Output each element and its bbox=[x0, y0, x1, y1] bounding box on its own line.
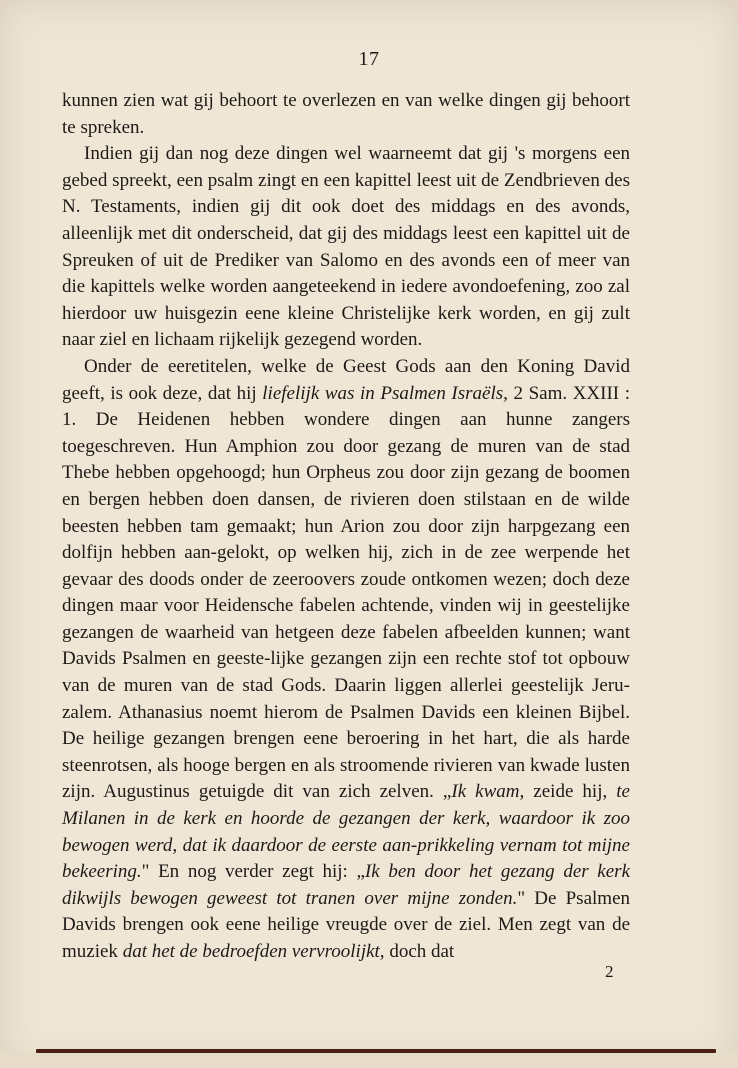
text-segment: Indien gij dan nog deze dingen wel waarneemt dat gij 's morgens een gebed spreekt, een psalm zingt en een kapittel leest uit de Zendbrieven des N. Testaments, indien gij dit ook doet des middags en des avonds, alleenlijk met dit onderscheid, dat gij des middags leest een kapittel uit de Spreuken of uit de Prediker van Salomo en des avonds een of meer van die kapittels welke worden aangeteekend in iedere avondoefening, zoo zal hierdoor uw huisgezin eene kleine Christelijke kerk worden, en gij zult naar ziel en lichaam rijkelijk gezegend worden. bbox=[62, 143, 630, 351]
text-segment: " De Psalmen Davids brengen ook eene heilige vreugde over de ziel. Men zegt van de muziek bbox=[62, 887, 630, 962]
paragraph-psalms-of-david bbox=[62, 354, 630, 966]
paragraph-continuation bbox=[62, 88, 630, 141]
text-segment: kunnen zien wat gij behoort te overlezen en van welke dingen gij behoort te spreken. bbox=[62, 90, 630, 138]
text-segment: zeide hij, bbox=[524, 781, 617, 803]
italic-text-segment: Ik ben door het gezang der kerk dikwijls bewogen geweest tot tranen over mijne zonden. bbox=[62, 861, 630, 909]
text-segment: Onder de eeretitelen, welke de Geest Gods aan den Koning David geeft, is ook deze, dat hij bbox=[62, 355, 630, 404]
italic-text-segment: te Milanen in de kerk en hoorde de gezangen der kerk, waardoor ik zoo bewogen werd, dat ik daardoor de eerste aan-prikkeling vernam tot mijne bekeering. bbox=[62, 781, 630, 883]
text-segment: " En nog verder zegt hij: „ bbox=[141, 861, 365, 883]
text-segment: doch dat bbox=[384, 941, 455, 962]
body-text bbox=[62, 88, 630, 966]
signature-mark: 2 bbox=[605, 962, 614, 981]
paragraph-household-prayer bbox=[62, 141, 630, 354]
page-bottom-edge bbox=[0, 1053, 738, 1068]
italic-text-segment: Ik kwam, bbox=[451, 781, 525, 803]
italic-text-segment: liefelijk was in Psalmen Israëls, bbox=[262, 382, 508, 404]
italic-text-segment: dat het de bedroefden vervroolijkt, bbox=[122, 941, 385, 962]
page-number: 17 bbox=[358, 48, 380, 70]
text-segment: 2 Sam. XXIII : 1. De Heidenen hebben wondere dingen aan hunne zangers toegeschreven. Hun Amphion zou door gezang de muren van de stad Thebe hebben opgehoogd; hun Orpheus zou door zijn gezang de boomen en bergen hebben doen dansen, de rivieren doen stilstaan en de wilde beesten hebben tam gemaakt; hun Arion zou door zijn harpgezang een dolfijn hebben aan-gelokt, op welken hij, zich in de zee werpende het gevaar des doods onder de zeeroovers zoude ontkomen wezen; doch deze dingen maar voor Heidensche fabelen achtende, vinden wij in geestelijke gezangen de waarheid van hetgeen deze fabelen afbeelden kunnen; want Davids Psalmen en geeste-lijke gezangen zijn een rechte stof tot opbouw van de muren van de stad Gods. Daarin liggen allerlei geestelijk Jeru-zalem. Athanasius noemt hierom de Psalmen Davids een kleinen Bijbel. De heilige gezangen brengen eene beroering in het hart, die als harde steenrotsen, als hooge bergen en als stroomende rivieren van kwade lusten zijn. Augustinus getuigde dit van zich zelven. „ bbox=[62, 382, 630, 803]
